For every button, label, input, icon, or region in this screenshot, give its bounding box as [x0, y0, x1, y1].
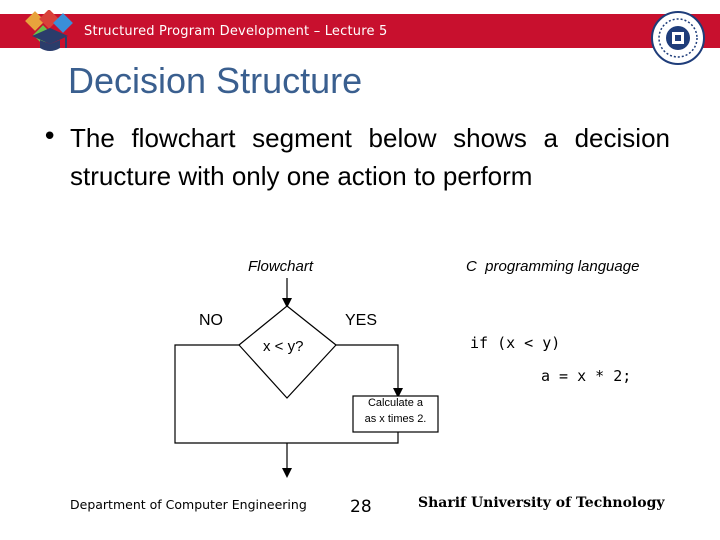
header-title: Structured Program Development – Lecture 5 [84, 24, 388, 39]
condition-label: x < y? [263, 338, 304, 355]
slide-title: Decision Structure [68, 60, 363, 101]
footer-department: Department of Computer Engineering [70, 497, 307, 512]
yes-path [336, 345, 398, 396]
yes-label: YES [345, 312, 378, 329]
c-language-label: C programming language [466, 258, 640, 275]
action-line-2: as x times 2. [364, 413, 427, 425]
bullet-text: The flowchart segment below shows a decision structure with only one action to perform [70, 123, 670, 191]
bullet-marker: • [42, 122, 58, 152]
flowchart-label: Flowchart [248, 258, 314, 275]
code-line-1: if (x < y) [470, 334, 561, 352]
action-return-path [287, 432, 398, 443]
no-label: NO [199, 312, 223, 329]
action-line-1: Calculate a [367, 397, 424, 409]
code-line-2: a = x * 2; [541, 367, 632, 385]
footer-page-number: 28 [350, 497, 372, 517]
footer-university: Sharif University of Technology [418, 495, 665, 511]
